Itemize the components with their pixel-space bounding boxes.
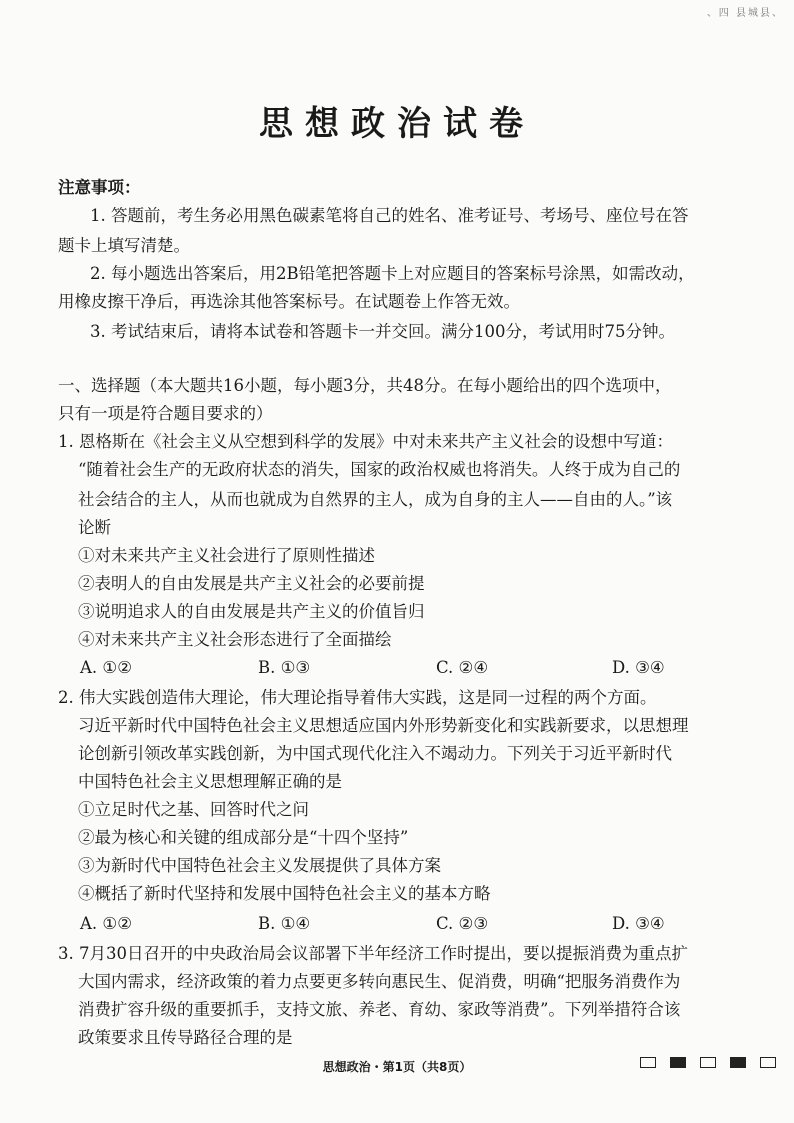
scan-mark — [730, 1057, 746, 1068]
question-2-stem: 论创新引领改革实践创新，为中国式现代化注入不竭动力。下列关于习近平新时代 — [78, 744, 672, 763]
question-2-stem: 习近平新时代中国特色社会主义思想适应国内外形势新变化和实践新要求，以思想理 — [78, 716, 689, 735]
corner-mark: 、四 县城县、 — [706, 8, 784, 19]
question-1-stem: 社会结合的主人，从而也就成为自然界的主人，成为自身的主人——自由的人。”该 — [78, 490, 673, 509]
question-2-stem: 2. 伟大实践创造伟大理论，伟大理论指导着伟大实践，这是同一过程的两个方面。 — [58, 688, 657, 707]
question-2-statement: ④概括了新时代坚持和发展中国特色社会主义的基本方略 — [78, 884, 491, 903]
question-3-stem: 消费扩容升级的重要抓手，支持文旅、养老、育幼、家政等消费”。下列举措符合该 — [78, 1000, 681, 1019]
question-3-stem: 政策要求且传导路径合理的是 — [78, 1028, 293, 1047]
question-3-stem: 大国内需求，经济政策的着力点要更多转向惠民生、促消费，明确“把服务消费作为 — [78, 972, 681, 991]
question-2-stem: 中国特色社会主义思想理解正确的是 — [78, 772, 342, 791]
page-title: 思想政治试卷 — [259, 104, 535, 144]
question-2-option-b: B. ①④ — [258, 914, 311, 933]
question-2-option-d: D. ③④ — [612, 914, 665, 933]
notice-line: 2. 每小题选出答案后，用2B铅笔把答题卡上对应题目的答案标号涂黑，如需改动， — [90, 264, 695, 283]
question-2-option-c: C. ②③ — [436, 914, 489, 933]
question-2-statement: ③为新时代中国特色社会主义发展提供了具体方案 — [78, 856, 441, 875]
question-2-statement: ①立足时代之基、回答时代之问 — [78, 800, 309, 819]
scan-mark — [640, 1057, 656, 1068]
question-1-stem: 1. 恩格斯在《社会主义从空想到科学的发展》中对未来共产主义社会的设想中写道： — [58, 432, 673, 451]
question-1-option-d: D. ③④ — [612, 658, 665, 677]
section-heading: 一、选择题（本大题共16小题，每小题3分，共48分。在每小题给出的四个选项中， — [58, 376, 672, 395]
section-heading: 只有一项是符合题目要求的） — [58, 404, 273, 423]
notice-line: 3. 考试结束后，请将本试卷和答题卡一并交回。满分100分，考试用时75分钟。 — [90, 322, 675, 341]
question-1-option-c: C. ②④ — [436, 658, 489, 677]
scan-marks — [640, 1057, 776, 1068]
notice-line: 题卡上填写清楚。 — [58, 236, 190, 255]
question-3-stem: 3. 7月30日召开的中央政治局会议部署下半年经济工作时提出，要以提振消费为重点扩 — [58, 944, 688, 963]
notice-heading: 注意事项： — [58, 178, 141, 197]
question-2-statement: ②最为核心和关键的组成部分是“十四个坚持” — [78, 828, 409, 847]
question-1-option-a: A. ①② — [80, 658, 132, 677]
question-2-option-a: A. ①② — [80, 914, 132, 933]
page-footer: 思想政治・第1页（共8页） — [322, 1060, 472, 1074]
question-1-statement: ④对未来共产主义社会形态进行了全面描绘 — [78, 630, 392, 649]
question-1-statement: ①对未来共产主义社会进行了原则性描述 — [78, 546, 375, 565]
notice-line: 1. 答题前，考生务必用黑色碳素笔将自己的姓名、准考证号、考场号、座位号在答 — [90, 206, 689, 225]
question-1-statement: ③说明追求人的自由发展是共产主义的价值旨归 — [78, 602, 425, 621]
scan-mark — [760, 1057, 776, 1068]
scan-mark — [670, 1057, 686, 1068]
scan-mark — [700, 1057, 716, 1068]
question-1-option-b: B. ①③ — [258, 658, 311, 677]
notice-line: 用橡皮擦干净后，再选涂其他答案标号。在试题卷上作答无效。 — [58, 292, 520, 311]
question-1-stem: “随着社会生产的无政府状态的消失，国家的政治权威也将消失。人终于成为自己的 — [78, 460, 681, 479]
question-1-stem: 论断 — [78, 518, 111, 537]
question-1-statement: ②表明人的自由发展是共产主义社会的必要前提 — [78, 574, 425, 593]
